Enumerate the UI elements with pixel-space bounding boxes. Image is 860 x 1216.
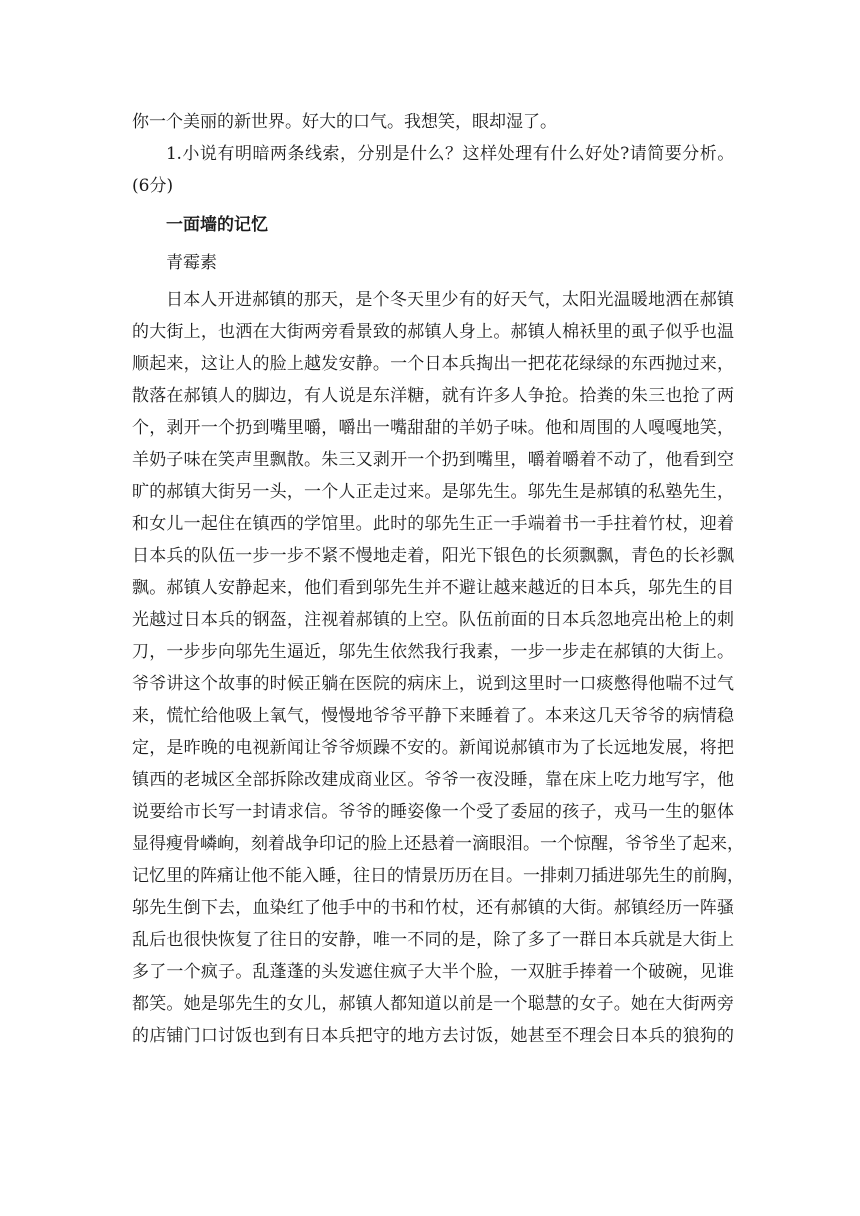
body-line: 旷的郝镇大街另一头，一个人正走过来。是邬先生。邬先生是郝镇的私塾先生，: [132, 482, 734, 502]
body-line: 显得瘦骨嶙峋，刻着战争印记的脸上还悬着一滴眼泪。一个惊醒，爷爷坐了起来，: [132, 834, 744, 854]
story-body: [132, 284, 744, 1052]
body-line: 刀，一步步向邬先生逼近，邬先生依然我行我素，一步一步走在郝镇的大街上。: [132, 642, 734, 662]
body-line: 光越过日本兵的钢盔，注视着郝镇的上空。队伍前面的日本兵忽地亮出枪上的刺: [132, 610, 734, 630]
body-line: 和女儿一起住在镇西的学馆里。此时的邬先生正一手端着书一手拄着竹杖，迎着: [132, 514, 734, 534]
body-line: 的大街上，也洒在大街两旁看景致的郝镇人身上。郝镇人棉袄里的虱子似乎也温: [132, 322, 734, 342]
body-line: 日本人开进郝镇的那天，是个冬天里少有的好天气，太阳光温暖地洒在郝镇: [166, 290, 734, 310]
question-line-1: 1.小说有明暗两条线索，分别是什么？这样处理有什么好处?请简要分析。: [166, 144, 734, 164]
body-line: 多了一个疯子。乱蓬蓬的头发遮住疯子大半个脸，一双脏手捧着一个破碗，见谁: [132, 962, 734, 982]
body-line: 散落在郝镇人的脚边，有人说是东洋糖，就有许多人争抢。拾粪的朱三也抢了两: [132, 386, 734, 406]
body-line: 飘。郝镇人安静起来，他们看到邬先生并不避让越来越近的日本兵，邬先生的目: [132, 578, 734, 598]
body-line: 定，是昨晚的电视新闻让爷爷烦躁不安的。新闻说郝镇市为了长远地发展，将把: [132, 738, 734, 758]
body-line: 说要给市长写一封请求信。爷爷的睡姿像一个受了委屈的孩子，戎马一生的躯体: [132, 802, 734, 822]
body-line: 来，慌忙给他吸上氧气，慢慢地爷爷平静下来睡着了。本来这几天爷爷的病情稳: [132, 706, 734, 726]
body-line: 记忆里的阵痛让他不能入睡，往日的情景历历在目。一排刺刀插进邬先生的前胸，: [132, 866, 744, 886]
body-line: 日本兵的队伍一步一步不紧不慢地走着，阳光下银色的长须飘飘，青色的长衫飘: [132, 546, 734, 566]
question-line-2: (6分): [132, 176, 174, 196]
intro-line: 你一个美丽的新世界。好大的口气。我想笑，眼却湿了。: [132, 112, 557, 132]
body-line: 镇西的老城区全部拆除改建成商业区。爷爷一夜没睡，靠在床上吃力地写字，他: [132, 770, 734, 790]
body-line: 爷爷讲这个故事的时候正躺在医院的病床上，说到这里时一口痰憋得他喘不过气: [132, 674, 734, 694]
body-line: 个，剥开一个扔到嘴里嚼，嚼出一嘴甜甜的羊奶子味。他和周围的人嘎嘎地笑，: [132, 418, 734, 438]
body-line: 羊奶子味在笑声里飘散。朱三又剥开一个扔到嘴里，嚼着嚼着不动了，他看到空: [132, 450, 734, 470]
body-line: 的店铺门口讨饭也到有日本兵把守的地方去讨饭，她甚至不理会日本兵的狼狗的: [132, 1026, 734, 1046]
story-author: 青霉素: [166, 253, 217, 273]
body-line: 乱后也很快恢复了往日的安静，唯一不同的是，除了多了一群日本兵就是大街上: [132, 930, 734, 950]
story-title: 一面墙的记忆: [166, 215, 268, 235]
body-line: 邬先生倒下去，血染红了他手中的书和竹杖，还有郝镇的大街。郝镇经历一阵骚: [132, 898, 734, 918]
body-line: 顺起来，这让人的脸上越发安静。一个日本兵掏出一把花花绿绿的东西抛过来，: [132, 354, 734, 374]
body-line: 都笑。她是邬先生的女儿，郝镇人都知道以前是一个聪慧的女子。她在大街两旁: [132, 994, 734, 1014]
